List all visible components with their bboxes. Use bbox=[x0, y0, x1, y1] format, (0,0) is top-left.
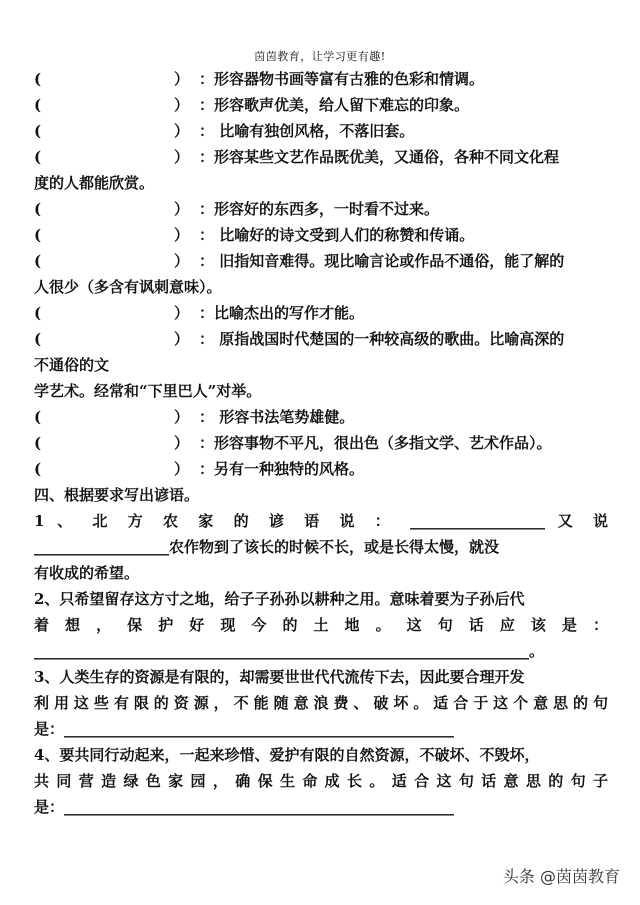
question-1-line: 有收成的希望。 bbox=[34, 564, 140, 582]
open-paren: ( bbox=[34, 148, 42, 166]
open-paren: ( bbox=[34, 252, 42, 270]
open-paren: ( bbox=[34, 96, 42, 114]
definition-continuation: 学艺术。经常和“下里巴人”对举。 bbox=[34, 382, 262, 400]
idiom-fill-item bbox=[34, 196, 608, 222]
answer-blank[interactable] bbox=[34, 118, 199, 144]
idiom-fill-item bbox=[34, 456, 608, 482]
definition-continuation: 人很少（多含有讽刺意味）。 bbox=[34, 278, 222, 296]
question-3-line: 是：____________________________________________________ bbox=[34, 720, 455, 738]
open-paren: ( bbox=[34, 330, 42, 348]
question-3 bbox=[34, 664, 608, 742]
idiom-fill-item bbox=[34, 430, 608, 456]
close-paren: ） bbox=[174, 226, 190, 244]
open-paren: ( bbox=[34, 434, 42, 452]
close-paren: ） bbox=[174, 434, 190, 452]
question-1-line: 1 、 北 方 农 家 的 谚 语 说 ： __________________ 又 说 bbox=[34, 512, 608, 530]
idiom-definition: ：另有一种独特的风格。 bbox=[199, 460, 365, 478]
idiom-fill-item bbox=[34, 66, 608, 92]
close-paren: ） bbox=[174, 252, 190, 270]
idiom-definition: ：比喻杰出的写作才能。 bbox=[199, 304, 365, 322]
answer-blank[interactable] bbox=[34, 196, 199, 222]
close-paren: ） bbox=[174, 148, 190, 166]
open-paren: ( bbox=[34, 70, 42, 88]
answer-blank[interactable] bbox=[34, 144, 199, 170]
idiom-list bbox=[34, 66, 608, 482]
question-3-line: 3、人类生存的资源是有限的，却需要世世代代流传下去，因此要合理开发 bbox=[34, 668, 525, 686]
open-paren: ( bbox=[34, 408, 42, 426]
close-paren: ） bbox=[174, 460, 190, 478]
close-paren: ） bbox=[174, 70, 190, 88]
answer-blank[interactable] bbox=[34, 248, 199, 274]
answer-blank[interactable] bbox=[34, 66, 199, 92]
close-paren: ） bbox=[174, 304, 190, 322]
idiom-definition: ： 形容书法笔势雄健。 bbox=[199, 408, 355, 426]
question-2-line: __________________________________________________________________。 bbox=[34, 642, 545, 660]
question-2 bbox=[34, 586, 608, 664]
answer-blank[interactable] bbox=[34, 430, 199, 456]
idiom-fill-item bbox=[34, 92, 608, 118]
open-paren: ( bbox=[34, 200, 42, 218]
definition-continuation: 度的人都能欣赏。 bbox=[34, 174, 155, 192]
idiom-fill-item bbox=[34, 248, 608, 274]
idiom-definition: ： 比喻好的诗文受到人们的称赞和传诵。 bbox=[199, 226, 475, 244]
idiom-definition: ：形容事物不平凡，很出色（多指文学、艺术作品）。 bbox=[199, 434, 552, 452]
page-header: 茵茵教育，让学习更有趣! bbox=[254, 50, 386, 63]
idiom-definition: ：形容好的东西多，一时看不过来。 bbox=[199, 200, 440, 218]
question-4-line: 4、要共同行动起来，一起来珍惜、爱护有限的自然资源，不破坏、不毁坏， bbox=[34, 746, 540, 764]
close-paren: ） bbox=[174, 408, 190, 426]
answer-blank[interactable] bbox=[34, 92, 199, 118]
idiom-definition: ： 旧指知音难得。现比喻言论或作品不通俗，能了解的 bbox=[199, 252, 565, 270]
question-4-line: 共同营造绿色家园，确保生命成长。适合这句话意思的句子 bbox=[34, 772, 608, 790]
answer-blank[interactable] bbox=[34, 326, 199, 352]
idiom-definition: ：形容歌声优美，给人留下难忘的印象。 bbox=[199, 96, 470, 114]
idiom-fill-item bbox=[34, 300, 608, 326]
close-paren: ） bbox=[174, 200, 190, 218]
idiom-definition: ： 原指战国时代楚国的一种较高级的歌曲。比喻高深的 bbox=[199, 330, 565, 348]
idiom-fill-item bbox=[34, 326, 608, 352]
idiom-definition: ：形容器物书画等富有古雅的色彩和情调。 bbox=[199, 70, 485, 88]
close-paren: ） bbox=[174, 330, 190, 348]
close-paren: ） bbox=[174, 96, 190, 114]
question-4-line: 是：____________________________________________________ bbox=[34, 798, 455, 816]
idiom-fill-item bbox=[34, 404, 608, 430]
question-1 bbox=[34, 508, 608, 586]
answer-blank[interactable] bbox=[34, 404, 199, 430]
source-watermark: 头条 @茵茵教育 bbox=[502, 867, 620, 886]
question-1-line: __________________农作物到了该长的时候不长，或是长得太慢，就没 bbox=[34, 538, 500, 556]
idiom-fill-item bbox=[34, 222, 608, 248]
idiom-fill-item bbox=[34, 118, 608, 144]
idiom-definition: ： 比喻有独创风格，不落旧套。 bbox=[199, 122, 415, 140]
question-4 bbox=[34, 742, 608, 820]
definition-continuation: 不通俗的文 bbox=[34, 356, 110, 374]
section-four-title: 四、根据要求写出谚语。 bbox=[34, 486, 200, 504]
question-2-line: 着 想 ， 保 护 好 现 今 的 土 地 。 这 句 话 应 该 是 ： bbox=[34, 616, 608, 634]
answer-blank[interactable] bbox=[34, 222, 199, 248]
open-paren: ( bbox=[34, 460, 42, 478]
question-3-line: 利用这些有限的资源，不能随意浪费、破坏。适合于这个意思的句 bbox=[34, 694, 608, 712]
open-paren: ( bbox=[34, 122, 42, 140]
open-paren: ( bbox=[34, 304, 42, 322]
idiom-definition: ：形容某些文艺作品既优美，又通俗，各种不同文化程 bbox=[199, 148, 560, 166]
open-paren: ( bbox=[34, 226, 42, 244]
worksheet-content bbox=[34, 66, 608, 820]
answer-blank[interactable] bbox=[34, 456, 199, 482]
idiom-fill-item bbox=[34, 144, 608, 170]
answer-blank[interactable] bbox=[34, 300, 199, 326]
close-paren: ） bbox=[174, 122, 190, 140]
question-2-line: 2、只希望留存这方寸之地，给子子孙孙以耕种之用。意味着要为子孙后代 bbox=[34, 590, 525, 608]
